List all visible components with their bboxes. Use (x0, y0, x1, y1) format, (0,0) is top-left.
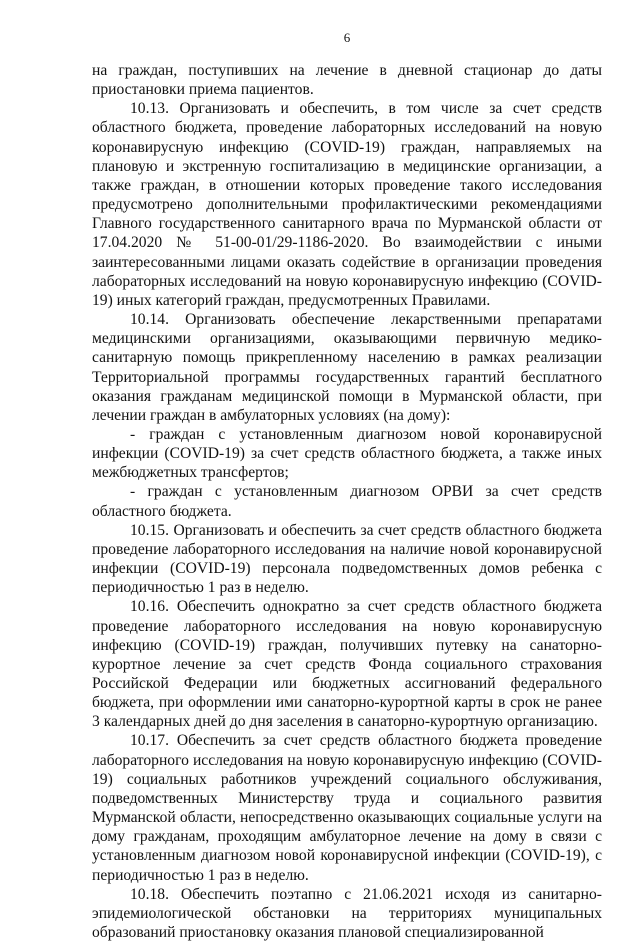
paragraph: на граждан, поступивших на лечение в дневной стационар до даты приостановки приема пациентов. (92, 62, 602, 99)
paragraph: - граждан с установленным диагнозом ОРВИ за счет средств областного бюджета. (92, 483, 602, 520)
paragraph: - граждан с установленным диагнозом новой коронавирусной инфекции (COVID-19) за счет средств областного бюджета, а также иных межбюджетных трансфертов; (92, 425, 602, 482)
paragraph: 10.17. Обеспечить за счет средств областного бюджета проведение лабораторного исследования на новую коронавирусную инфекцию (COVID-19) социальных работников учреждений социального обслуживания, подведомственных Министерству труда и социального развития Мурманской области, непосредственно оказывающих социальные услуги на дому гражданам, проходящим амбулаторное лечение на дому в связи с установленным диагнозом новой коронавирусной инфекции (COVID-19), с периодичностью 1 раз в неделю. (92, 732, 602, 884)
paragraph: 10.15. Организовать и обеспечить за счет средств областного бюджета проведение лабораторного исследования на наличие новой коронавирусной инфекции (COVID-19) персонала подведомственных домов ребенка с периодичностью 1 раз в неделю. (92, 521, 602, 597)
paragraph: 10.16. Обеспечить однократно за счет средств областного бюджета проведение лабораторного исследования на новую коронавирусную инфекцию (COVID-19) граждан, получивших путевку на санаторно-курортное лечение за счет средств Фонда социального страхования Российской Федерации или бюджетных ассигнований федерального бюджета, при оформлении ими санаторно-курортной карты в срок не ранее 3 календарных дней до дня заселения в санаторно-курортную организацию. (92, 598, 602, 731)
page-number: 6 (343, 30, 351, 45)
paragraph: 10.13. Организовать и обеспечить, в том числе за счет средств областного бюджета, проведение лабораторных исследований на новую коронавирусную инфекцию (COVID-19) граждан, направляемых на плановую и экстренную госпитализацию в медицинские организации, а также граждан, в отношении которых проведение такого исследования предусмотрено дополнительными профилактическими рекомендациями Главного государственного санитарного врача по Мурманской области от 17.04.2020 № 51-00-01/29-1186-2020. Во взаимодействии с иными заинтересованными лицами оказать содействие в организации проведения лабораторных исследований на новую коронавирусную инфекцию (COVID-19) иных категорий граждан, предусмотренных Правилами. (92, 100, 602, 309)
document-body (92, 61, 602, 942)
paragraph: 10.14. Организовать обеспечение лекарственными препаратами медицинскими организациями, оказывающими первичную медико-санитарную помощь прикрепленному населению в рамках реализации Территориальной программы государственных гарантий бесплатного оказания гражданам медицинской помощи в Мурманской области, при лечении граждан в амбулаторных условиях (на дому): (92, 311, 602, 424)
paragraph: 10.18. Обеспечить поэтапно с 21.06.2021 исходя из санитарно-эпидемиологической обстановки на территориях муниципальных образований приостановку оказания плановой специализированной (92, 885, 602, 942)
